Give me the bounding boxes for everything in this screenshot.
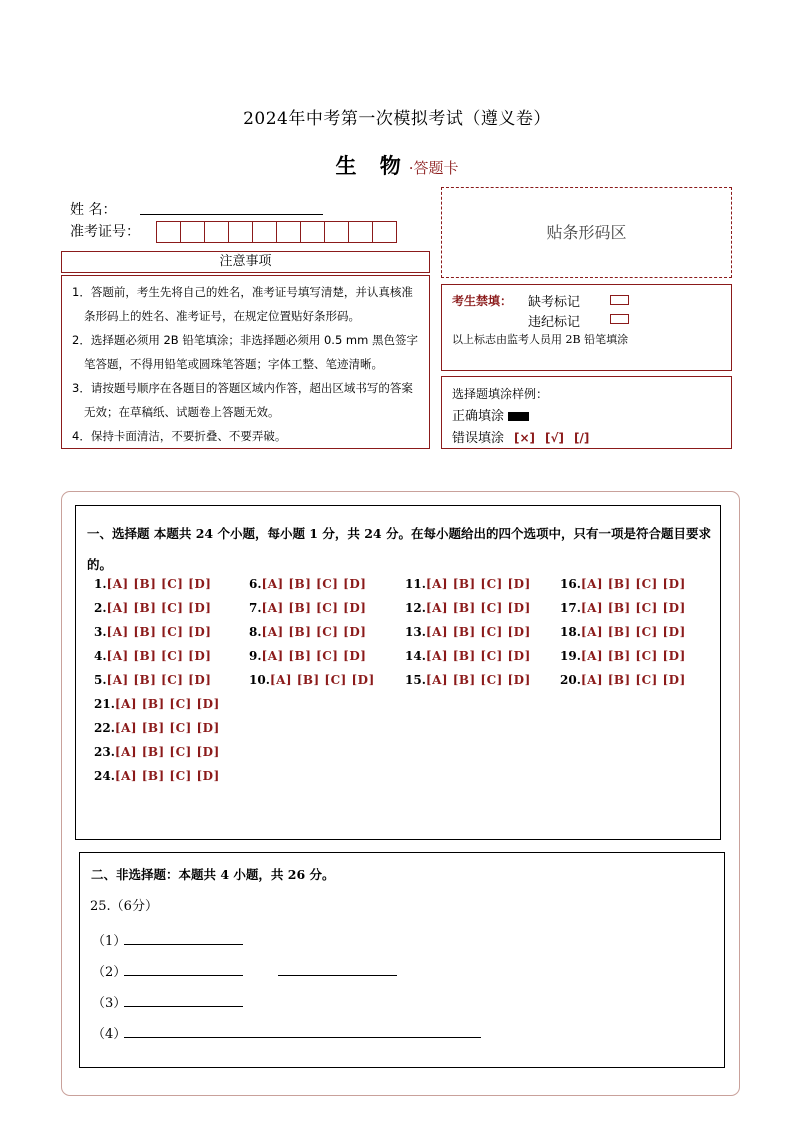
wrong-mark: [/]	[574, 431, 590, 445]
part-label: （3）	[92, 996, 127, 1011]
notice-item: 3．请按题号顺序在各题目的答题区域内作答，超出区域书写的答案无效；在草稿纸、试题卷上答题无效。	[72, 381, 413, 419]
choice-question[interactable]	[560, 673, 686, 687]
question-number: 22.	[94, 721, 115, 735]
answer-options[interactable]: [A] [B] [C] [D]	[580, 649, 686, 663]
question-25-label: 25.（6分）	[90, 899, 158, 914]
choice-question[interactable]	[560, 577, 686, 591]
answer-options[interactable]: [A] [B] [C] [D]	[261, 577, 367, 591]
wrong-mark: [×]	[514, 431, 536, 445]
answer-card-label: ·答题卡	[408, 159, 459, 177]
answer-options[interactable]: [A] [B] [C] [D]	[580, 625, 686, 639]
notice-item: 4．保持卡面清洁，不要折叠、不要弄破。	[72, 429, 287, 443]
ticket-digit-box[interactable]	[180, 221, 205, 243]
answer-options[interactable]: [A] [B] [C] [D]	[261, 649, 367, 663]
question-number: 13.	[405, 625, 426, 639]
ticket-digit-box[interactable]	[348, 221, 373, 243]
answer-options[interactable]: [A] [B] [C] [D]	[114, 721, 220, 735]
correct-fill	[452, 405, 529, 424]
notice-body	[61, 275, 430, 449]
non-choice-section	[79, 852, 725, 1068]
choice-question[interactable]	[94, 697, 220, 711]
question-number: 4.	[94, 649, 107, 663]
absent-label: 缺考标记	[528, 295, 581, 310]
question-number: 17.	[560, 601, 581, 615]
question-number: 6.	[249, 577, 262, 591]
choice-question[interactable]	[560, 649, 686, 663]
choice-question[interactable]	[405, 577, 531, 591]
ticket-digit-box[interactable]	[300, 221, 325, 243]
fill-sample-title: 选择题填涂样例：	[452, 387, 549, 401]
answer-options[interactable]: [A] [B] [C] [D]	[425, 625, 531, 639]
notice-item: 1．答题前，考生先将自己的姓名，准考证号填写清楚，并认真核准条形码上的姓名、准考证号，在规定位置贴好条形码。	[72, 285, 413, 323]
violation-label: 违纪标记	[528, 315, 581, 330]
answer-options[interactable]: [A] [B] [C] [D]	[261, 625, 367, 639]
choice-question[interactable]	[249, 577, 366, 591]
answer-options[interactable]: [A] [B] [C] [D]	[261, 601, 367, 615]
answer-options[interactable]: [A] [B] [C] [D]	[106, 601, 212, 615]
choice-question[interactable]	[94, 769, 220, 783]
answer-line[interactable]	[278, 975, 397, 976]
choice-question[interactable]	[94, 673, 211, 687]
ticket-digit-box[interactable]	[156, 221, 181, 243]
question-number: 9.	[249, 649, 262, 663]
absent-mark-box[interactable]	[610, 295, 629, 305]
choice-section-intro: 一、选择题 本题共 24 个小题，每小题 1 分，共 24 分。在每小题给出的四个选项中，只有一项是符合题目要求的。	[87, 526, 711, 572]
filled-bar-icon	[508, 412, 529, 421]
correct-fill-label: 正确填涂	[452, 409, 505, 424]
question-number: 7.	[249, 601, 262, 615]
question-number: 18.	[560, 625, 581, 639]
choice-question[interactable]	[249, 625, 366, 639]
wrong-fill-label: 错误填涂	[452, 431, 505, 446]
ticket-digit-box[interactable]	[324, 221, 349, 243]
answer-options[interactable]: [A] [B] [C] [D]	[580, 577, 686, 591]
question-number: 15.	[405, 673, 426, 687]
choice-question[interactable]	[94, 625, 211, 639]
answer-options[interactable]: [A] [B] [C] [D]	[106, 625, 212, 639]
notice-item: 2．选择题必须用 2B 铅笔填涂；非选择题必须用 0.5 mm 黑色签字笔答题，不得用铅笔或圆珠笔答题；字体工整、笔迹清晰。	[72, 333, 418, 371]
answer-line[interactable]	[124, 975, 243, 976]
question-number: 10.	[249, 673, 270, 687]
choice-question[interactable]	[405, 601, 531, 615]
answer-options[interactable]: [A] [B] [C] [D]	[106, 577, 212, 591]
question-number: 3.	[94, 625, 107, 639]
choice-question[interactable]	[560, 601, 686, 615]
question-number: 11.	[405, 577, 426, 591]
choice-question[interactable]	[94, 577, 211, 591]
wrong-fill	[452, 427, 589, 446]
question-number: 21.	[94, 697, 115, 711]
answer-options[interactable]: [A] [B] [C] [D]	[114, 697, 220, 711]
question-number: 1.	[94, 577, 107, 591]
question-number: 16.	[560, 577, 581, 591]
part-label: （4）	[92, 1027, 127, 1042]
choice-question[interactable]	[249, 601, 366, 615]
part-label: （2）	[92, 965, 127, 980]
subject-title	[0, 150, 794, 180]
question-number: 12.	[405, 601, 426, 615]
answer-options[interactable]: [A] [B] [C] [D]	[425, 577, 531, 591]
answer-options[interactable]: [A] [B] [C] [D]	[269, 673, 375, 687]
answer-line[interactable]	[124, 1006, 243, 1007]
question-number: 24.	[94, 769, 115, 783]
exam-title: 2024年中考第一次模拟考试（遵义卷）	[243, 109, 551, 129]
wrong-mark: [√]	[545, 431, 565, 445]
notice-title: 注意事项	[61, 251, 430, 273]
choice-section	[75, 505, 721, 840]
choice-question[interactable]	[94, 601, 211, 615]
question-number: 23.	[94, 745, 115, 759]
answer-line[interactable]	[124, 944, 243, 945]
ticket-number-boxes[interactable]	[156, 221, 396, 243]
answer-options[interactable]: [A] [B] [C] [D]	[114, 745, 220, 759]
forbidden-note: 以上标志由监考人员用 2B 铅笔填涂	[452, 333, 629, 346]
question-number: 14.	[405, 649, 426, 663]
question-number: 5.	[94, 673, 107, 687]
question-number: 2.	[94, 601, 107, 615]
non-choice-title: 二、非选择题：本题共 4 小题，共 26 分。	[91, 867, 335, 882]
choice-question[interactable]	[405, 673, 531, 687]
choice-question[interactable]	[94, 649, 211, 663]
answer-options[interactable]: [A] [B] [C] [D]	[425, 673, 531, 687]
answer-options[interactable]: [A] [B] [C] [D]	[425, 649, 531, 663]
subject-name: 生 物	[335, 153, 409, 178]
choice-question[interactable]	[405, 649, 531, 663]
forbidden-title: 考生禁填：	[452, 294, 513, 308]
answer-options[interactable]: [A] [B] [C] [D]	[106, 649, 212, 663]
choice-question[interactable]	[249, 673, 375, 687]
choice-question[interactable]	[94, 721, 220, 735]
choice-question[interactable]	[560, 625, 686, 639]
answer-options[interactable]: [A] [B] [C] [D]	[580, 601, 686, 615]
ticket-digit-box[interactable]	[252, 221, 277, 243]
ticket-digit-box[interactable]	[276, 221, 301, 243]
forbidden-box	[441, 284, 732, 371]
choice-question[interactable]	[405, 625, 531, 639]
question-number: 19.	[560, 649, 581, 663]
ticket-label: 准考证号：	[70, 224, 140, 240]
answer-options[interactable]: [A] [B] [C] [D]	[106, 673, 212, 687]
question-number: 8.	[249, 625, 262, 639]
name-field[interactable]	[140, 214, 323, 215]
name-label: 姓 名：	[70, 202, 117, 218]
question-number: 20.	[560, 673, 581, 687]
answer-options[interactable]: [A] [B] [C] [D]	[580, 673, 686, 687]
violation-mark-box[interactable]	[610, 314, 629, 324]
fill-sample-box	[441, 376, 732, 449]
ticket-digit-box[interactable]	[372, 221, 397, 243]
answer-options[interactable]: [A] [B] [C] [D]	[425, 601, 531, 615]
choice-question[interactable]	[94, 745, 220, 759]
ticket-digit-box[interactable]	[228, 221, 253, 243]
barcode-area: 贴条形码区	[441, 187, 732, 278]
part-label: （1）	[92, 934, 127, 949]
choice-question[interactable]	[249, 649, 366, 663]
ticket-digit-box[interactable]	[204, 221, 229, 243]
answer-options[interactable]: [A] [B] [C] [D]	[114, 769, 220, 783]
answer-line[interactable]	[124, 1037, 481, 1038]
